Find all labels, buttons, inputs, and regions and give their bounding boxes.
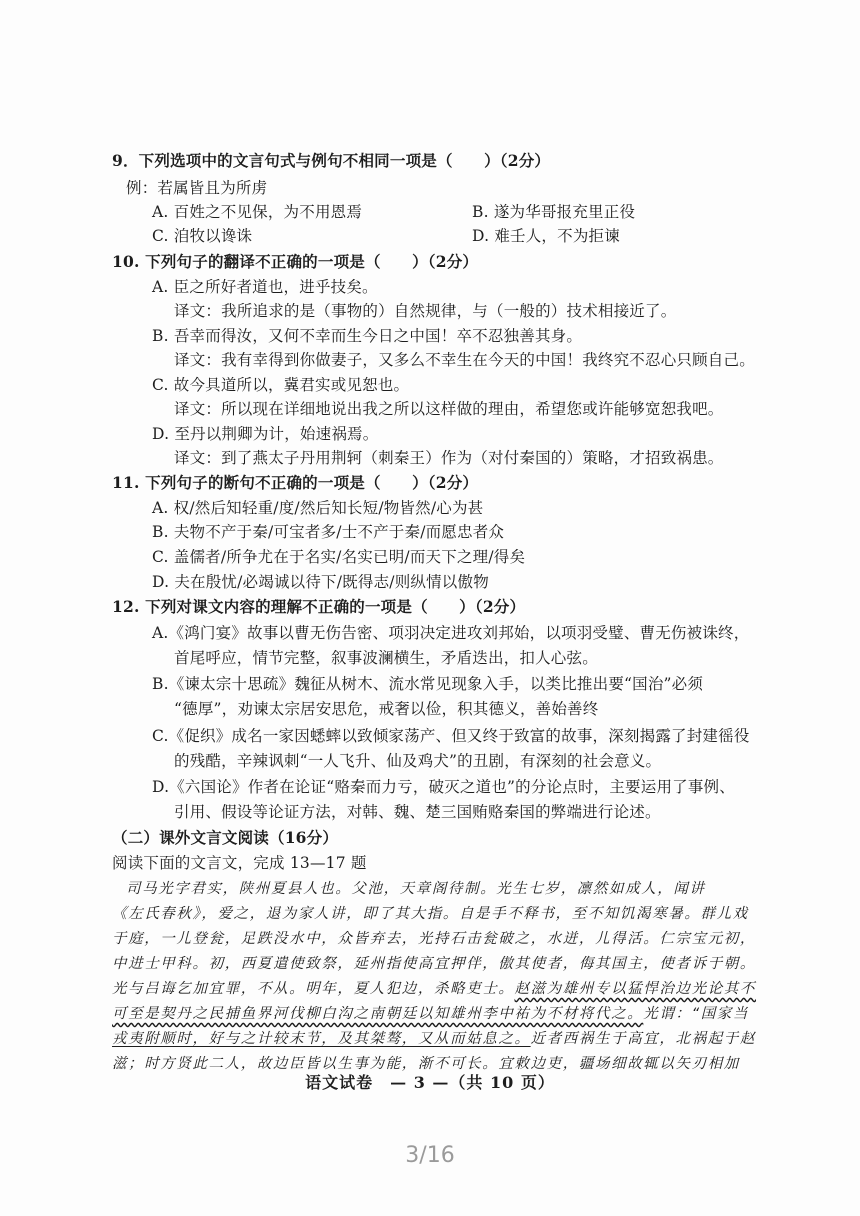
- question-12-option-d-line-1: D.《六国论》作者在论证“赂秦而力亏，破灭之道也”的分论点时，主要运用了事例、: [152, 778, 735, 796]
- question-9-options-row-2: [152, 226, 620, 246]
- question-12-option-c-line-1: C.《促织》成名一家因蟋蟀以致倾家荡产、但又终于致富的故事，深刻揭露了封建徭役: [152, 727, 750, 745]
- question-10-stem: 10. 下列句子的翻译不正确的一项是（ ）（2分）: [112, 252, 479, 271]
- question-9-stem: 9．下列选项中的文言句式与例句不相同一项是（ ）（2分）: [112, 151, 551, 170]
- question-12-option-a-line-2: 首尾呼应，情节完整，叙事波澜横生，矛盾迭出，扣人心弦。: [174, 649, 598, 667]
- question-11-option-b: B. 夫物不产于秦/可宝者多/士不产于秦/而愿忠者众: [152, 523, 505, 541]
- page-indicator: 3/16: [405, 1143, 455, 1168]
- passage-line-5: [112, 979, 756, 999]
- question-11-option-a: A. 权/然后知轻重/度/然后知长短/物皆然/心为甚: [152, 499, 484, 517]
- passage-line-6-wavy: 可至是契丹之民捕鱼界河伐柳白沟之南朝廷以知雄州李中祐为不材将代之。: [112, 1006, 644, 1022]
- question-12-stem: 12. 下列对课文内容的理解不正确的一项是（ ）（2分）: [112, 597, 526, 616]
- passage-line-3: 于庭，一儿登瓮，足跌没水中，众皆弃去，光持石击瓮破之，水迸，儿得活。仁宗宝元初，: [112, 931, 756, 947]
- question-10-option-a: A. 臣之所好者道也，进乎技矣。: [152, 278, 378, 296]
- passage-line-7-plain: 近者西祸生于高宜，北祸起于赵: [530, 1031, 757, 1047]
- question-10-option-d: D. 至丹以荆卿为计，始速祸焉。: [152, 425, 379, 443]
- passage-line-1: 司马光字君实，陕州夏县人也。父池，天章阁待制。光生七岁，凛然如成人，闻讲: [126, 881, 706, 897]
- page-footer: 语文试卷 — 3 —（共 10 页）: [305, 1073, 555, 1092]
- question-9-option-d: D. 难壬人，不为拒谏: [472, 227, 620, 245]
- passage-line-7: [112, 1029, 756, 1049]
- section-title: （二）课外文言文阅读（16分）: [112, 828, 339, 847]
- question-10-option-a-translation: 译文：我所追求的是（事物的）自然规律，与（一般的）技术相接近了。: [174, 302, 677, 320]
- question-9-option-c: C. 洎牧以谗诛: [152, 227, 253, 245]
- question-12-option-c-line-2: 的残酷，辛辣讽刺“一人飞升、仙及鸡犬”的丑剧，有深刻的社会意义。: [174, 752, 662, 770]
- section-instruction: 阅读下面的文言文，完成 13—17 题: [112, 854, 367, 872]
- passage-line-6-plain: 光谓：“国家当: [643, 1006, 750, 1022]
- passage-line-2: 《左氏春秋》，爱之，退为家人讲，即了其大指。自是手不释书，至不知饥渴寒暑。群儿戏: [112, 906, 749, 922]
- passage-line-6: [112, 1004, 749, 1024]
- question-9-example: 例：若属皆且为所虏: [126, 179, 268, 197]
- question-10-option-b: B. 吾幸而得汝，又何不幸而生今日之中国！卒不忍独善其身。: [152, 327, 583, 345]
- question-11-option-d: D. 夫在殷忧/必竭诚以待下/既得志/则纵情以傲物: [152, 573, 489, 591]
- passage-line-7-underlined: 戎夷附顺时，好与之计较末节，及其桀骜，又从而姑息之。: [112, 1031, 531, 1047]
- passage-line-5-plain: 光与吕诲乞加宜罪，不从。明年，夏人犯边，杀略吏士。: [112, 981, 515, 997]
- question-12-option-d-line-2: 引用、假设等论证方法，对韩、魏、楚三国贿赂秦国的弊端进行论述。: [174, 803, 661, 821]
- question-9-options-row-1: [152, 202, 636, 222]
- question-9-option-b: B. 遂为华哥报充里正役: [472, 203, 636, 221]
- question-10-option-c: C. 故今具道所以，冀君实或见恕也。: [152, 376, 410, 394]
- question-9-option-a: A. 百姓之不见保，为不用恩焉: [152, 203, 363, 221]
- question-12-option-b-line-2: “德厚”，劝谏太宗居安思危，戒奢以俭，积其德义，善始善终: [174, 700, 599, 718]
- passage-line-5-wavy: 赵滋为雄州专以猛悍治边光论其不: [514, 981, 756, 997]
- question-12-option-a-line-1: A.《鸿门宴》故事以曹无伤告密、项羽决定进攻刘邦始，以项羽受璧、曹无伤被诛终，: [152, 624, 750, 642]
- question-10-option-b-translation: 译文：我有幸得到你做妻子，又多么不幸生在今天的中国！我终究不忍心只顾自己。: [174, 351, 755, 369]
- question-10-option-c-translation: 译文：所以现在详细地说出我之所以这样做的理由，希望您或许能够宽恕我吧。: [174, 400, 724, 418]
- question-11-option-c: C. 盖儒者/所争尤在于名实/名实已明/而天下之理/得矣: [152, 548, 526, 566]
- passage-line-8: 滋；时方贤此二人，故边臣皆以生事为能，渐不可长。宜敕边吏，疆场细故辄以矢刃相加: [112, 1056, 740, 1072]
- passage-line-4: 中进士甲科。初，西夏遣使致祭，延州指使高宜押伴，傲其使者，侮其国主，使者诉于朝。: [112, 956, 756, 972]
- question-11-stem: 11. 下列句子的断句不正确的一项是（ ）（2分）: [112, 473, 479, 492]
- question-12-option-b-line-1: B.《谏太宗十思疏》魏征从树木、流水常见现象入手，以类比推出要“国治”必须: [152, 675, 704, 693]
- question-10-option-d-translation: 译文：到了燕太子丹用荆轲（刺秦王）作为（对付秦国的）策略，才招致祸患。: [174, 449, 724, 467]
